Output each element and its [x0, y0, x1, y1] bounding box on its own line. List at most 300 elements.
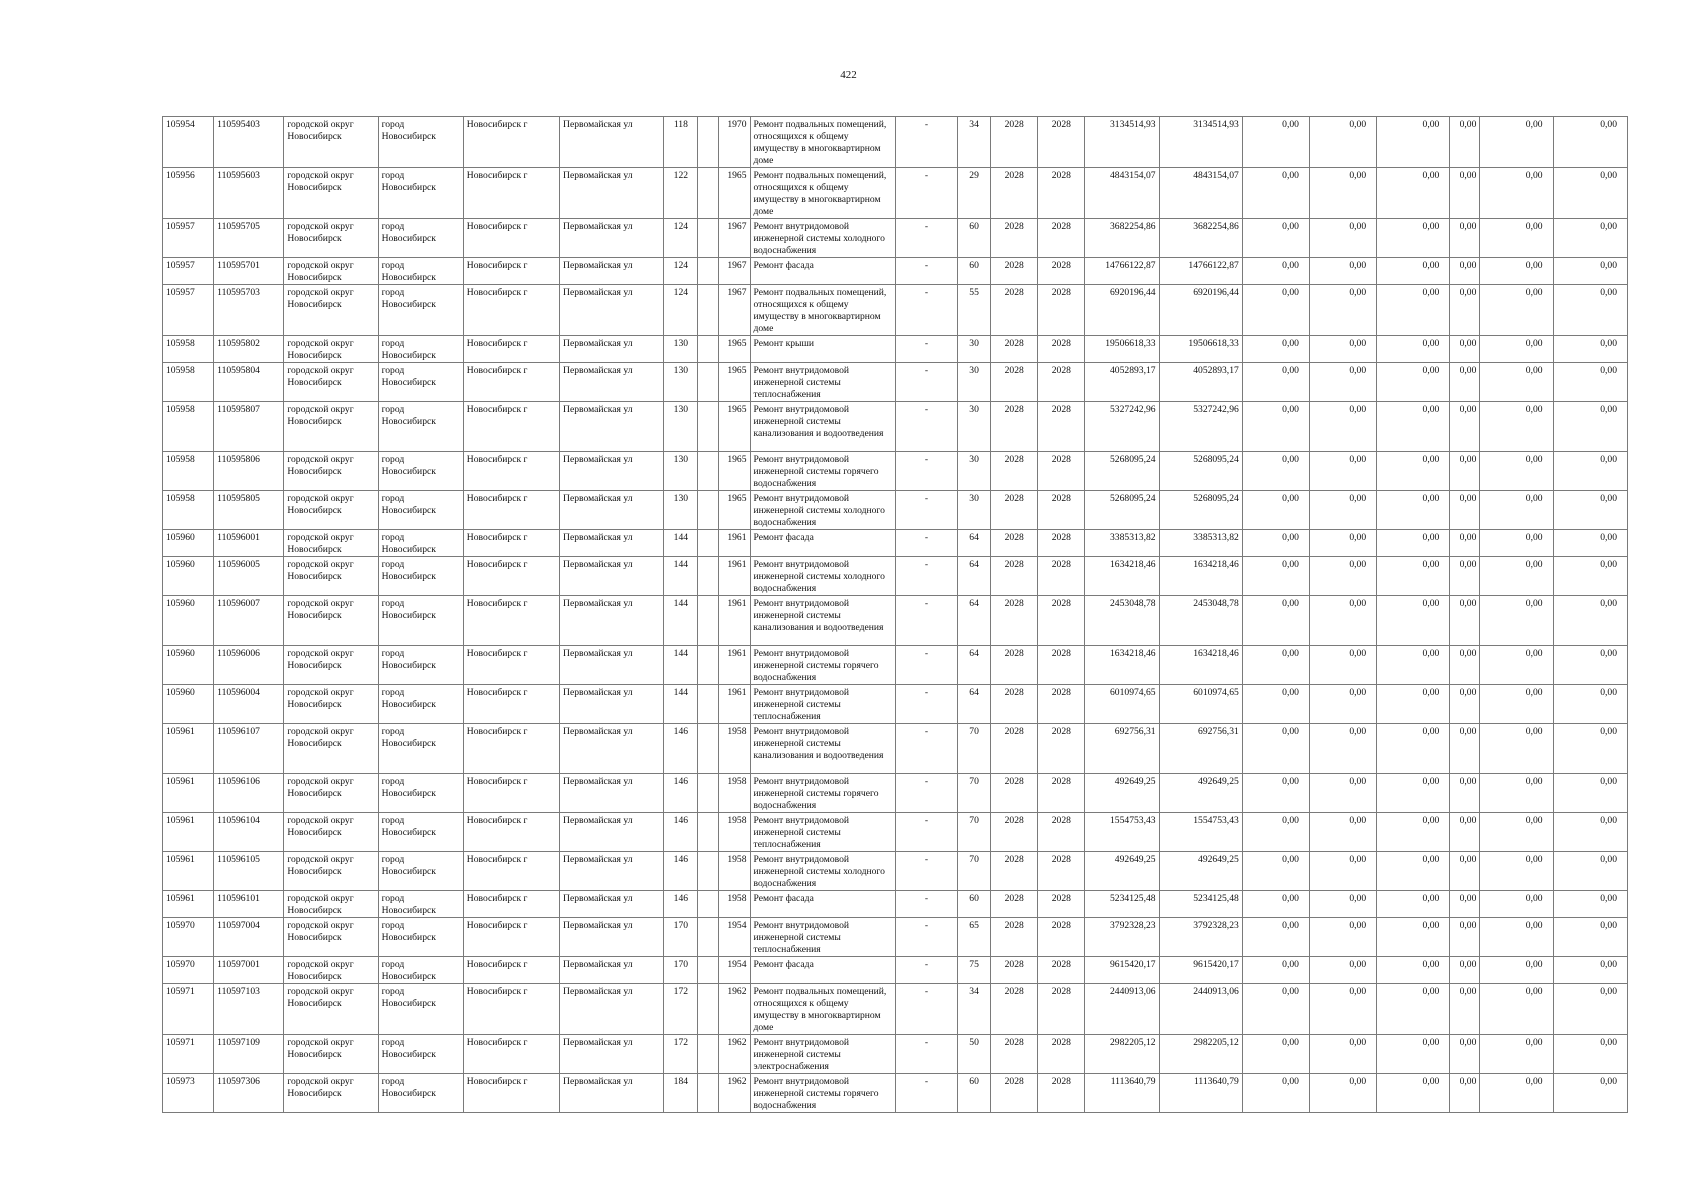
build-year-cell: 1965	[719, 336, 750, 363]
street-cell: Первомайская ул	[560, 117, 664, 168]
cost-cell: 1554753,43	[1085, 813, 1159, 852]
cost-cell: 492649,25	[1085, 774, 1159, 813]
dash-cell: -	[895, 774, 957, 813]
amount-2-cell: 0,00	[1309, 258, 1376, 285]
plan-year-end-cell: 2028	[1038, 219, 1085, 258]
amount-6-cell: 0,00	[1553, 891, 1627, 918]
record-code-cell: 110595703	[214, 285, 284, 336]
build-year-cell: 1961	[719, 557, 750, 596]
city-cell: Новосибирск г	[463, 724, 559, 774]
total-cost-cell: 5268095,24	[1159, 491, 1242, 530]
amount-5-cell: 0,00	[1480, 491, 1553, 530]
amount-1-cell: 0,00	[1242, 1074, 1309, 1113]
table-row	[163, 117, 1628, 168]
build-year-cell: 1965	[719, 363, 750, 402]
settlement-cell: город Новосибирск	[378, 596, 463, 646]
cost-cell: 5268095,24	[1085, 452, 1159, 491]
amount-5-cell: 0,00	[1480, 452, 1553, 491]
service-life-cell: 29	[958, 168, 991, 219]
amount-3-cell: 0,00	[1377, 813, 1450, 852]
district-cell: городской округ Новосибирск	[284, 557, 378, 596]
amount-5-cell: 0,00	[1480, 852, 1553, 891]
amount-3-cell: 0,00	[1377, 596, 1450, 646]
total-cost-cell: 2453048,78	[1159, 596, 1242, 646]
record-code-cell: 110595804	[214, 363, 284, 402]
service-life-cell: 70	[958, 813, 991, 852]
street-cell: Первомайская ул	[560, 258, 664, 285]
amount-2-cell: 0,00	[1309, 491, 1376, 530]
service-life-cell: 64	[958, 596, 991, 646]
amount-3-cell: 0,00	[1377, 117, 1450, 168]
dash-cell: -	[895, 530, 957, 557]
dash-cell: -	[895, 363, 957, 402]
house-number-cell: 184	[664, 1074, 698, 1113]
amount-1-cell: 0,00	[1242, 363, 1309, 402]
amount-6-cell: 0,00	[1553, 852, 1627, 891]
amount-2-cell: 0,00	[1309, 336, 1376, 363]
record-code-cell: 110595806	[214, 452, 284, 491]
plan-year-start-cell: 2028	[991, 117, 1038, 168]
house-number-cell: 170	[664, 957, 698, 984]
amount-1-cell: 0,00	[1242, 491, 1309, 530]
service-life-cell: 30	[958, 363, 991, 402]
settlement-cell: город Новосибирск	[378, 918, 463, 957]
amount-1-cell: 0,00	[1242, 285, 1309, 336]
plan-year-end-cell: 2028	[1038, 1035, 1085, 1074]
total-cost-cell: 6010974,65	[1159, 685, 1242, 724]
total-cost-cell: 2982205,12	[1159, 1035, 1242, 1074]
service-life-cell: 50	[958, 1035, 991, 1074]
record-code-cell: 110597306	[214, 1074, 284, 1113]
amount-2-cell: 0,00	[1309, 452, 1376, 491]
settlement-cell: город Новосибирск	[378, 724, 463, 774]
dash-cell: -	[895, 596, 957, 646]
plan-year-end-cell: 2028	[1038, 918, 1085, 957]
house-number-cell: 130	[664, 402, 698, 452]
work-type-cell: Ремонт фасада	[750, 530, 895, 557]
street-cell: Первомайская ул	[560, 530, 664, 557]
city-cell: Новосибирск г	[463, 918, 559, 957]
amount-5-cell: 0,00	[1480, 1074, 1553, 1113]
empty-cell	[698, 491, 719, 530]
plan-year-start-cell: 2028	[991, 957, 1038, 984]
amount-5-cell: 0,00	[1480, 774, 1553, 813]
city-cell: Новосибирск г	[463, 957, 559, 984]
settlement-cell: город Новосибирск	[378, 530, 463, 557]
build-year-cell: 1961	[719, 685, 750, 724]
record-code-cell: 110597004	[214, 918, 284, 957]
work-type-cell: Ремонт внутридомовой инженерной системы канализования и водоотведения	[750, 402, 895, 452]
row-id-cell: 105961	[163, 774, 214, 813]
cost-cell: 5268095,24	[1085, 491, 1159, 530]
amount-6-cell: 0,00	[1553, 530, 1627, 557]
empty-cell	[698, 219, 719, 258]
amount-3-cell: 0,00	[1377, 984, 1450, 1035]
total-cost-cell: 1634218,46	[1159, 646, 1242, 685]
amount-6-cell: 0,00	[1553, 984, 1627, 1035]
record-code-cell: 110595701	[214, 258, 284, 285]
city-cell: Новосибирск г	[463, 117, 559, 168]
amount-6-cell: 0,00	[1553, 1035, 1627, 1074]
dash-cell: -	[895, 491, 957, 530]
street-cell: Первомайская ул	[560, 984, 664, 1035]
amount-3-cell: 0,00	[1377, 219, 1450, 258]
street-cell: Первомайская ул	[560, 813, 664, 852]
amount-5-cell: 0,00	[1480, 285, 1553, 336]
city-cell: Новосибирск г	[463, 491, 559, 530]
amount-1-cell: 0,00	[1242, 957, 1309, 984]
amount-5-cell: 0,00	[1480, 557, 1553, 596]
total-cost-cell: 19506618,33	[1159, 336, 1242, 363]
amount-1-cell: 0,00	[1242, 774, 1309, 813]
settlement-cell: город Новосибирск	[378, 452, 463, 491]
total-cost-cell: 3792328,23	[1159, 918, 1242, 957]
plan-year-end-cell: 2028	[1038, 891, 1085, 918]
record-code-cell: 110596004	[214, 685, 284, 724]
amount-2-cell: 0,00	[1309, 646, 1376, 685]
total-cost-cell: 5327242,96	[1159, 402, 1242, 452]
amount-5-cell: 0,00	[1480, 984, 1553, 1035]
service-life-cell: 70	[958, 852, 991, 891]
house-number-cell: 144	[664, 646, 698, 685]
plan-year-start-cell: 2028	[991, 491, 1038, 530]
table-row	[163, 402, 1628, 452]
build-year-cell: 1965	[719, 491, 750, 530]
table-row	[163, 918, 1628, 957]
record-code-cell: 110595805	[214, 491, 284, 530]
amount-5-cell: 0,00	[1480, 258, 1553, 285]
street-cell: Первомайская ул	[560, 336, 664, 363]
build-year-cell: 1967	[719, 285, 750, 336]
plan-year-start-cell: 2028	[991, 285, 1038, 336]
row-id-cell: 105970	[163, 957, 214, 984]
street-cell: Первомайская ул	[560, 724, 664, 774]
street-cell: Первомайская ул	[560, 774, 664, 813]
dash-cell: -	[895, 1074, 957, 1113]
street-cell: Первомайская ул	[560, 596, 664, 646]
house-number-cell: 124	[664, 285, 698, 336]
amount-6-cell: 0,00	[1553, 258, 1627, 285]
table-row	[163, 984, 1628, 1035]
amount-6-cell: 0,00	[1553, 957, 1627, 984]
dash-cell: -	[895, 852, 957, 891]
table-row	[163, 258, 1628, 285]
plan-year-start-cell: 2028	[991, 1035, 1038, 1074]
amount-6-cell: 0,00	[1553, 557, 1627, 596]
table-row	[163, 957, 1628, 984]
amount-1-cell: 0,00	[1242, 530, 1309, 557]
total-cost-cell: 14766122,87	[1159, 258, 1242, 285]
record-code-cell: 110596107	[214, 724, 284, 774]
row-id-cell: 105957	[163, 219, 214, 258]
cost-cell: 1634218,46	[1085, 557, 1159, 596]
row-id-cell: 105960	[163, 530, 214, 557]
plan-year-start-cell: 2028	[991, 596, 1038, 646]
build-year-cell: 1958	[719, 724, 750, 774]
settlement-cell: город Новосибирск	[378, 363, 463, 402]
amount-2-cell: 0,00	[1309, 685, 1376, 724]
settlement-cell: город Новосибирск	[378, 336, 463, 363]
total-cost-cell: 1634218,46	[1159, 557, 1242, 596]
cost-cell: 3134514,93	[1085, 117, 1159, 168]
work-type-cell: Ремонт внутридомовой инженерной системы холодного водоснабжения	[750, 219, 895, 258]
street-cell: Первомайская ул	[560, 1035, 664, 1074]
amount-3-cell: 0,00	[1377, 685, 1450, 724]
plan-year-end-cell: 2028	[1038, 117, 1085, 168]
service-life-cell: 65	[958, 918, 991, 957]
service-life-cell: 30	[958, 452, 991, 491]
work-type-cell: Ремонт внутридомовой инженерной системы горячего водоснабжения	[750, 452, 895, 491]
amount-2-cell: 0,00	[1309, 596, 1376, 646]
row-id-cell: 105957	[163, 285, 214, 336]
cost-cell: 3792328,23	[1085, 918, 1159, 957]
record-code-cell: 110596101	[214, 891, 284, 918]
street-cell: Первомайская ул	[560, 957, 664, 984]
amount-3-cell: 0,00	[1377, 918, 1450, 957]
total-cost-cell: 3682254,86	[1159, 219, 1242, 258]
record-code-cell: 110595705	[214, 219, 284, 258]
amount-6-cell: 0,00	[1553, 219, 1627, 258]
cost-cell: 2982205,12	[1085, 1035, 1159, 1074]
work-type-cell: Ремонт внутридомовой инженерной системы электроснабжения	[750, 1035, 895, 1074]
district-cell: городской округ Новосибирск	[284, 285, 378, 336]
district-cell: городской округ Новосибирск	[284, 363, 378, 402]
build-year-cell: 1967	[719, 258, 750, 285]
street-cell: Первомайская ул	[560, 852, 664, 891]
amount-2-cell: 0,00	[1309, 724, 1376, 774]
service-life-cell: 70	[958, 724, 991, 774]
record-code-cell: 110596105	[214, 852, 284, 891]
record-code-cell: 110596005	[214, 557, 284, 596]
cost-cell: 3385313,82	[1085, 530, 1159, 557]
empty-cell	[698, 452, 719, 491]
amount-4-cell: 0,00	[1450, 774, 1480, 813]
record-code-cell: 110596006	[214, 646, 284, 685]
record-code-cell: 110596106	[214, 774, 284, 813]
amount-3-cell: 0,00	[1377, 957, 1450, 984]
row-id-cell: 105958	[163, 452, 214, 491]
district-cell: городской округ Новосибирск	[284, 596, 378, 646]
work-type-cell: Ремонт подвальных помещений, относящихся к общему имуществу в многоквартирном доме	[750, 117, 895, 168]
settlement-cell: город Новосибирск	[378, 557, 463, 596]
amount-4-cell: 0,00	[1450, 852, 1480, 891]
cost-cell: 14766122,87	[1085, 258, 1159, 285]
amount-6-cell: 0,00	[1553, 491, 1627, 530]
cost-cell: 3682254,86	[1085, 219, 1159, 258]
amount-6-cell: 0,00	[1553, 1074, 1627, 1113]
street-cell: Первомайская ул	[560, 363, 664, 402]
plan-year-start-cell: 2028	[991, 219, 1038, 258]
service-life-cell: 55	[958, 285, 991, 336]
table-row	[163, 646, 1628, 685]
row-id-cell: 105961	[163, 852, 214, 891]
settlement-cell: город Новосибирск	[378, 984, 463, 1035]
house-number-cell: 146	[664, 813, 698, 852]
cost-cell: 692756,31	[1085, 724, 1159, 774]
amount-3-cell: 0,00	[1377, 1035, 1450, 1074]
street-cell: Первомайская ул	[560, 285, 664, 336]
amount-6-cell: 0,00	[1553, 596, 1627, 646]
plan-year-end-cell: 2028	[1038, 813, 1085, 852]
street-cell: Первомайская ул	[560, 168, 664, 219]
amount-2-cell: 0,00	[1309, 774, 1376, 813]
table-row	[163, 363, 1628, 402]
amount-6-cell: 0,00	[1553, 646, 1627, 685]
page-number: 422	[840, 69, 857, 81]
settlement-cell: город Новосибирск	[378, 852, 463, 891]
city-cell: Новосибирск г	[463, 258, 559, 285]
dash-cell: -	[895, 258, 957, 285]
amount-1-cell: 0,00	[1242, 813, 1309, 852]
district-cell: городской округ Новосибирск	[284, 1074, 378, 1113]
settlement-cell: город Новосибирск	[378, 646, 463, 685]
build-year-cell: 1961	[719, 596, 750, 646]
district-cell: городской округ Новосибирск	[284, 774, 378, 813]
street-cell: Первомайская ул	[560, 491, 664, 530]
amount-5-cell: 0,00	[1480, 1035, 1553, 1074]
city-cell: Новосибирск г	[463, 596, 559, 646]
amount-2-cell: 0,00	[1309, 402, 1376, 452]
amount-4-cell: 0,00	[1450, 117, 1480, 168]
district-cell: городской округ Новосибирск	[284, 117, 378, 168]
plan-year-start-cell: 2028	[991, 646, 1038, 685]
plan-year-end-cell: 2028	[1038, 363, 1085, 402]
district-cell: городской округ Новосибирск	[284, 646, 378, 685]
amount-3-cell: 0,00	[1377, 452, 1450, 491]
amount-1-cell: 0,00	[1242, 219, 1309, 258]
cost-cell: 5234125,48	[1085, 891, 1159, 918]
amount-2-cell: 0,00	[1309, 1074, 1376, 1113]
amount-4-cell: 0,00	[1450, 1074, 1480, 1113]
row-id-cell: 105957	[163, 258, 214, 285]
house-number-cell: 122	[664, 168, 698, 219]
empty-cell	[698, 891, 719, 918]
district-cell: городской округ Новосибирск	[284, 1035, 378, 1074]
record-code-cell: 110595603	[214, 168, 284, 219]
house-number-cell: 130	[664, 363, 698, 402]
amount-6-cell: 0,00	[1553, 117, 1627, 168]
amount-3-cell: 0,00	[1377, 530, 1450, 557]
dash-cell: -	[895, 646, 957, 685]
empty-cell	[698, 984, 719, 1035]
build-year-cell: 1965	[719, 402, 750, 452]
settlement-cell: город Новосибирск	[378, 813, 463, 852]
cost-cell: 1113640,79	[1085, 1074, 1159, 1113]
dash-cell: -	[895, 724, 957, 774]
settlement-cell: город Новосибирск	[378, 491, 463, 530]
amount-5-cell: 0,00	[1480, 168, 1553, 219]
city-cell: Новосибирск г	[463, 891, 559, 918]
amount-1-cell: 0,00	[1242, 336, 1309, 363]
amount-3-cell: 0,00	[1377, 774, 1450, 813]
work-type-cell: Ремонт внутридомовой инженерной системы горячего водоснабжения	[750, 1074, 895, 1113]
build-year-cell: 1962	[719, 1035, 750, 1074]
table-row	[163, 724, 1628, 774]
build-year-cell: 1961	[719, 646, 750, 685]
dash-cell: -	[895, 402, 957, 452]
row-id-cell: 105971	[163, 984, 214, 1035]
amount-4-cell: 0,00	[1450, 258, 1480, 285]
district-cell: городской округ Новосибирск	[284, 452, 378, 491]
table-row	[163, 813, 1628, 852]
plan-year-end-cell: 2028	[1038, 957, 1085, 984]
city-cell: Новосибирск г	[463, 852, 559, 891]
row-id-cell: 105971	[163, 1035, 214, 1074]
plan-year-start-cell: 2028	[991, 557, 1038, 596]
city-cell: Новосибирск г	[463, 402, 559, 452]
cost-cell: 4843154,07	[1085, 168, 1159, 219]
amount-2-cell: 0,00	[1309, 168, 1376, 219]
amount-4-cell: 0,00	[1450, 957, 1480, 984]
amount-3-cell: 0,00	[1377, 363, 1450, 402]
district-cell: городской округ Новосибирск	[284, 813, 378, 852]
house-number-cell: 144	[664, 557, 698, 596]
plan-year-start-cell: 2028	[991, 452, 1038, 491]
empty-cell	[698, 957, 719, 984]
city-cell: Новосибирск г	[463, 1035, 559, 1074]
city-cell: Новосибирск г	[463, 646, 559, 685]
total-cost-cell: 4843154,07	[1159, 168, 1242, 219]
amount-5-cell: 0,00	[1480, 117, 1553, 168]
cost-cell: 5327242,96	[1085, 402, 1159, 452]
empty-cell	[698, 530, 719, 557]
city-cell: Новосибирск г	[463, 774, 559, 813]
record-code-cell: 110596007	[214, 596, 284, 646]
work-type-cell: Ремонт внутридомовой инженерной системы канализования и водоотведения	[750, 596, 895, 646]
amount-3-cell: 0,00	[1377, 646, 1450, 685]
row-id-cell: 105960	[163, 557, 214, 596]
house-number-cell: 146	[664, 891, 698, 918]
plan-year-end-cell: 2028	[1038, 491, 1085, 530]
amount-6-cell: 0,00	[1553, 724, 1627, 774]
service-life-cell: 60	[958, 891, 991, 918]
plan-year-end-cell: 2028	[1038, 557, 1085, 596]
work-type-cell: Ремонт подвальных помещений, относящихся к общему имуществу в многоквартирном доме	[750, 168, 895, 219]
amount-5-cell: 0,00	[1480, 596, 1553, 646]
house-number-cell: 170	[664, 918, 698, 957]
amount-4-cell: 0,00	[1450, 891, 1480, 918]
plan-year-end-cell: 2028	[1038, 724, 1085, 774]
plan-year-end-cell: 2028	[1038, 168, 1085, 219]
service-life-cell: 60	[958, 219, 991, 258]
dash-cell: -	[895, 918, 957, 957]
service-life-cell: 64	[958, 557, 991, 596]
plan-year-start-cell: 2028	[991, 258, 1038, 285]
total-cost-cell: 5234125,48	[1159, 891, 1242, 918]
service-life-cell: 75	[958, 957, 991, 984]
table-row	[163, 168, 1628, 219]
cost-cell: 2440913,06	[1085, 984, 1159, 1035]
amount-5-cell: 0,00	[1480, 685, 1553, 724]
amount-1-cell: 0,00	[1242, 402, 1309, 452]
amount-1-cell: 0,00	[1242, 724, 1309, 774]
cost-cell: 6920196,44	[1085, 285, 1159, 336]
empty-cell	[698, 168, 719, 219]
total-cost-cell: 5268095,24	[1159, 452, 1242, 491]
table-row	[163, 596, 1628, 646]
amount-2-cell: 0,00	[1309, 530, 1376, 557]
table-row	[163, 285, 1628, 336]
amount-2-cell: 0,00	[1309, 918, 1376, 957]
amount-5-cell: 0,00	[1480, 891, 1553, 918]
service-life-cell: 64	[958, 646, 991, 685]
district-cell: городской округ Новосибирск	[284, 219, 378, 258]
amount-6-cell: 0,00	[1553, 402, 1627, 452]
amount-2-cell: 0,00	[1309, 852, 1376, 891]
dash-cell: -	[895, 168, 957, 219]
street-cell: Первомайская ул	[560, 219, 664, 258]
amount-2-cell: 0,00	[1309, 984, 1376, 1035]
